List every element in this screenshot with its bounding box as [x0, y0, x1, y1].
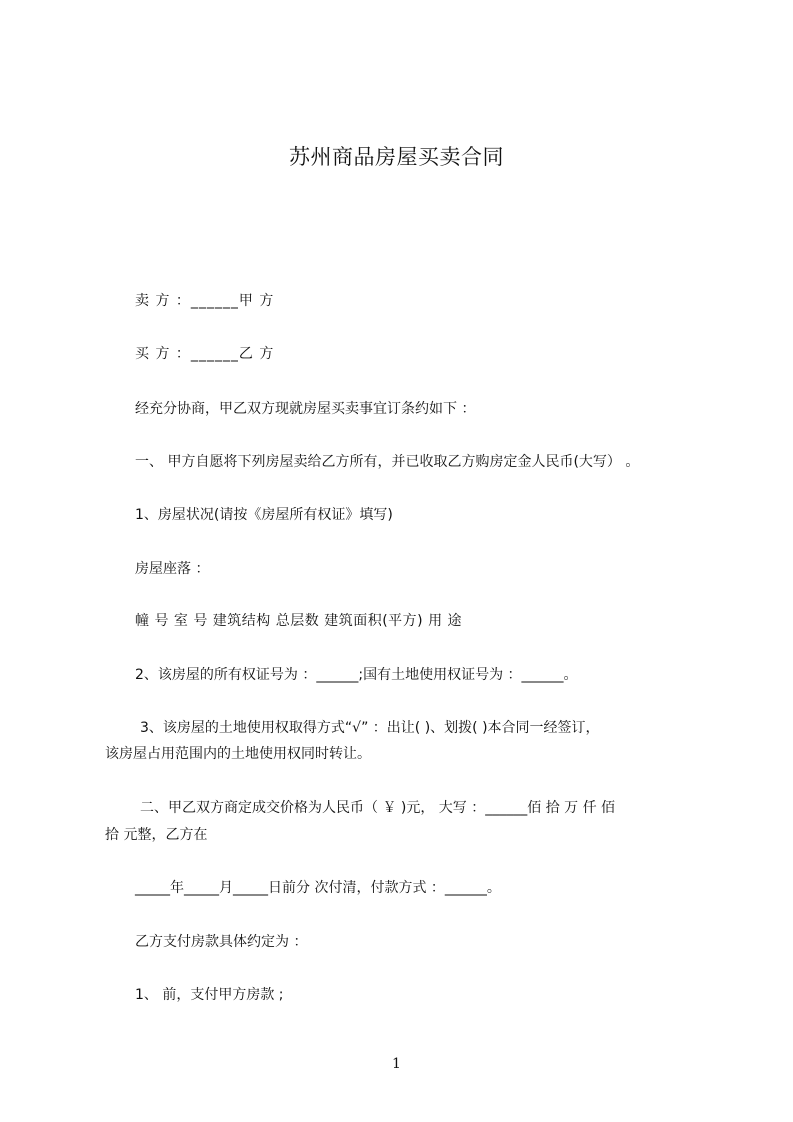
payment-terms: 乙方支付房款具体约定为 ： — [135, 934, 308, 950]
intro-paragraph: 经充分协商，甲乙双方现就房屋买卖事宜订条约如下 ： — [135, 401, 476, 417]
seller-line: 卖 方 ：______甲 方 — [135, 293, 275, 309]
clause-1-item-1: 1、房屋状况(请按《房屋所有权证》填写) — [135, 507, 393, 523]
clause-1-item-2: 2、该房屋的所有权证号为 ：______;国有土地使用权证号为 ：______。 — [135, 667, 578, 683]
page-number: 1 — [392, 1056, 401, 1072]
payment-date-line: _____年_____月_____日前分 次付清，付款方式 ：______。 — [135, 880, 501, 896]
clause-2-line-2: 拾 元整，乙方在 — [105, 827, 208, 843]
buyer-line: 买 方 ：______乙 方 — [135, 346, 275, 362]
clause-1-item-3-line-1: 3、该房屋的土地使用权取得方式“√” ：出让( )、划拨( )本合同一经签订， — [140, 720, 600, 736]
clause-2-line-1: 二、甲乙双方商定成交价格为人民币（ ￥ )元， 大写 ：______佰 拾 万 仟 佰 — [140, 800, 616, 816]
payment-item-1: 1、 前，支付甲方房款 ; — [135, 987, 284, 1003]
property-columns: 幢 号 室 号 建筑结构 总层数 建筑面积(平方) 用 途 — [135, 613, 463, 629]
clause-1-item-3-line-2: 该房屋占用范围内的土地使用权同时转让。 — [105, 746, 371, 762]
clause-1: 一、 甲方自愿将下列房屋卖给乙方所有，并已收取乙方购房定金人民币(大写） 。 — [135, 454, 640, 470]
document-title: 苏州商品房屋买卖合同 — [289, 145, 504, 169]
property-location: 房屋座落 ： — [135, 561, 210, 577]
